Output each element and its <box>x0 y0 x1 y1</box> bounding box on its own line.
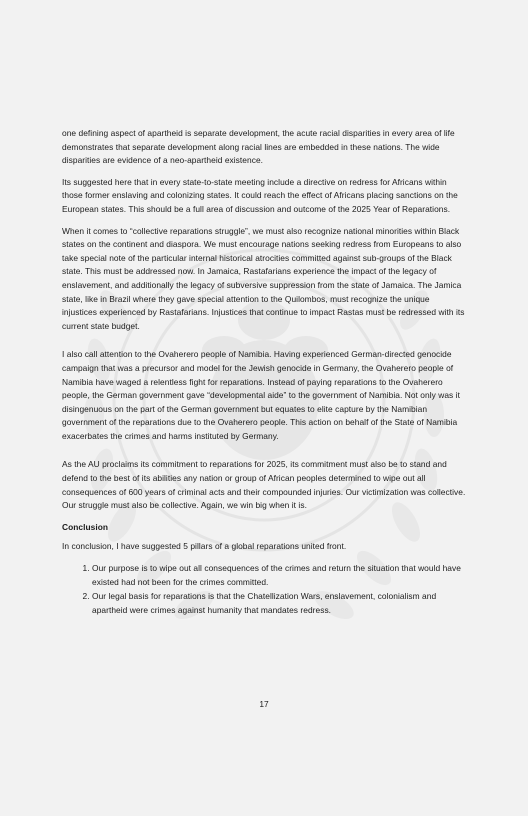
document-body <box>62 127 466 618</box>
section-heading: Conclusion <box>62 521 109 532</box>
body-paragraph: As the AU proclaims its commitment to reparations for 2025, its commitment must also be to stand and defend to the best of its abilities any nation or group of African peoples determined to wipe out all consequences of 600 years of criminal acts and their compounded injuries. Our victimization was collective. Our struggle must also be collective. Again, we win big when it is. <box>62 459 466 511</box>
conclusion-intro: In conclusion, I have suggested 5 pillars of a global reparations united front. <box>62 541 347 552</box>
list-item: 1. Our purpose is to wipe out all consequences of the crimes and return the situation that would have existed had not been for the crimes committed. <box>92 562 466 589</box>
body-paragraph: Its suggested here that in every state-to-state meeting include a directive on redress for Africans within those former enslaving and colonizing states. It could reach the effect of Africans placing sanctions on the European states. This should be a full area of discussion and outcome of the 2025 Year of Reparations. <box>62 176 458 214</box>
body-paragraph: I also call attention to the Ovaherero people of Namibia. Having experienced German-directed genocide campaign that was a precursor and model for the Jewish genocide in Germany, the Ovaherero people of Namibia have waged a relentless fight for reparations. Instead of paying reparations to the Ovaherero people, the German government gave “developmental aide” to the government of Namibia. Not only was it disingenuous on the part of the German government but equates to elite capture by the Namibian government of the reparations due to the Ovaherero people. This action on behalf of the State of Namibia exacerbates the crimes and harms instituted by Germany. <box>62 349 460 441</box>
page-number: 17 <box>259 699 269 709</box>
list-item: 2. Our legal basis for reparations is that the Chatellization Wars, enslavement, colonialism and apartheid were crimes against humanity that mandates redress. <box>92 590 466 617</box>
pillars-list <box>62 562 466 617</box>
body-paragraph: When it comes to “collective reparations struggle”, we must also recognize national minorities within Black states on the continent and diaspora. We must encourage nations seeking redress from Europeans to also take special note of the particular internal historical atrocities committed against sub-groups of the Black state. This must be addressed now. In Jamaica, Rastafarians experience the impact of the legacy of enslavement, and additionally the legacy of subversive suppression from the state of Jamaica. The Jamica state, like in Brazil where they gave special attention to the Quilombos, must recognize the unique injustices experienced by Rastafarians. Injustices that continue to impact Rastas must be redressed with its current state budget. <box>62 225 465 331</box>
body-paragraph: one defining aspect of apartheid is separate development, the acute racial disparities in every area of life demonstrates that separate development along racial lines are embedded in these nations. The wide disparities are evidence of a neo-apartheid existence. <box>62 128 455 166</box>
